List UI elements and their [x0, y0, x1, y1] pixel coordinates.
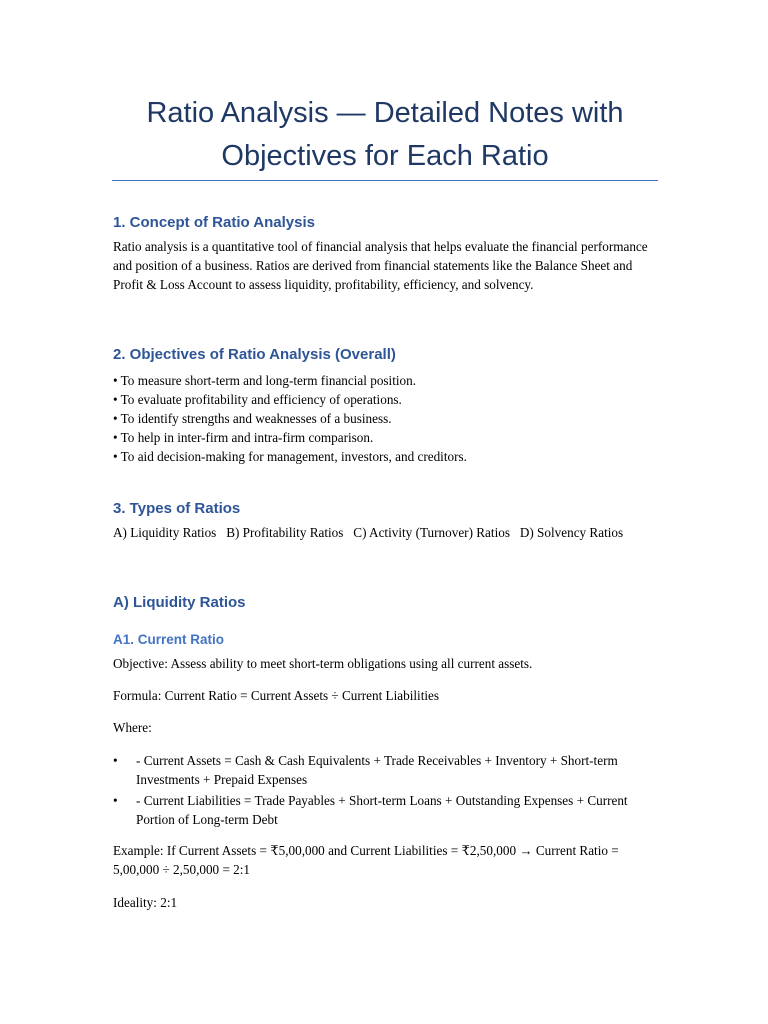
objective-bullet: • To measure short-term and long-term financial position. [113, 373, 417, 388]
title-divider [112, 180, 658, 181]
bullet-dot: • [113, 753, 118, 768]
concept-paragraph: Ratio analysis is a quantitative tool of financial analysis that helps evaluate the financial performance and position of a business. Ratios are derived from financial statements like the Balance Sheet and Profit & Loss Account to assess liquidity, profitability, efficiency, and solvency. [113, 239, 648, 292]
current-liabilities-definition: - Current Liabilities = Trade Payables + Short-term Loans + Outstanding Expenses + Current Portion of Long-term Debt [136, 793, 628, 827]
objective-bullet: • To help in inter-firm and intra-firm comparison. [113, 430, 374, 445]
types-paragraph: A) Liquidity Ratios B) Profitability Ratios C) Activity (Turnover) Ratios D) Solvency Ratios [113, 525, 624, 540]
section-heading-types: 3. Types of Ratios [113, 500, 241, 517]
bullet-dot: • [113, 793, 118, 808]
where-label: Where: [113, 720, 152, 735]
current-ratio-example: Example: If Current Assets = ₹5,00,000 and Current Liabilities = ₹2,50,000 → Current Ratio = 5,00,000 ÷ 2,50,000 = 2:1 [113, 843, 619, 877]
objective-bullet: • To aid decision-making for management, investors, and creditors. [113, 449, 467, 464]
page-title: Ratio Analysis — Detailed Notes with Objectives for Each Ratio [146, 97, 624, 172]
list-item [113, 751, 658, 789]
section-heading-liquidity: A) Liquidity Ratios [113, 594, 246, 611]
objective-bullet: • To identify strengths and weaknesses of a business. [113, 411, 392, 426]
section-heading-concept: 1. Concept of Ratio Analysis [113, 214, 315, 231]
subheading-current-ratio: A1. Current Ratio [113, 632, 225, 647]
current-ratio-ideality: Ideality: 2:1 [113, 895, 178, 910]
current-assets-definition: - Current Assets = Cash & Cash Equivalents + Trade Receivables + Inventory + Short-term Investments + Prepaid Expenses [136, 753, 618, 787]
section-heading-objectives: 2. Objectives of Ratio Analysis (Overall) [113, 346, 396, 363]
objective-bullet: • To evaluate profitability and efficiency of operations. [113, 392, 402, 407]
current-ratio-objective: Objective: Assess ability to meet short-term obligations using all current assets. [113, 656, 533, 671]
current-ratio-formula: Formula: Current Ratio = Current Assets ÷ Current Liabilities [113, 688, 440, 703]
list-item [113, 791, 658, 829]
